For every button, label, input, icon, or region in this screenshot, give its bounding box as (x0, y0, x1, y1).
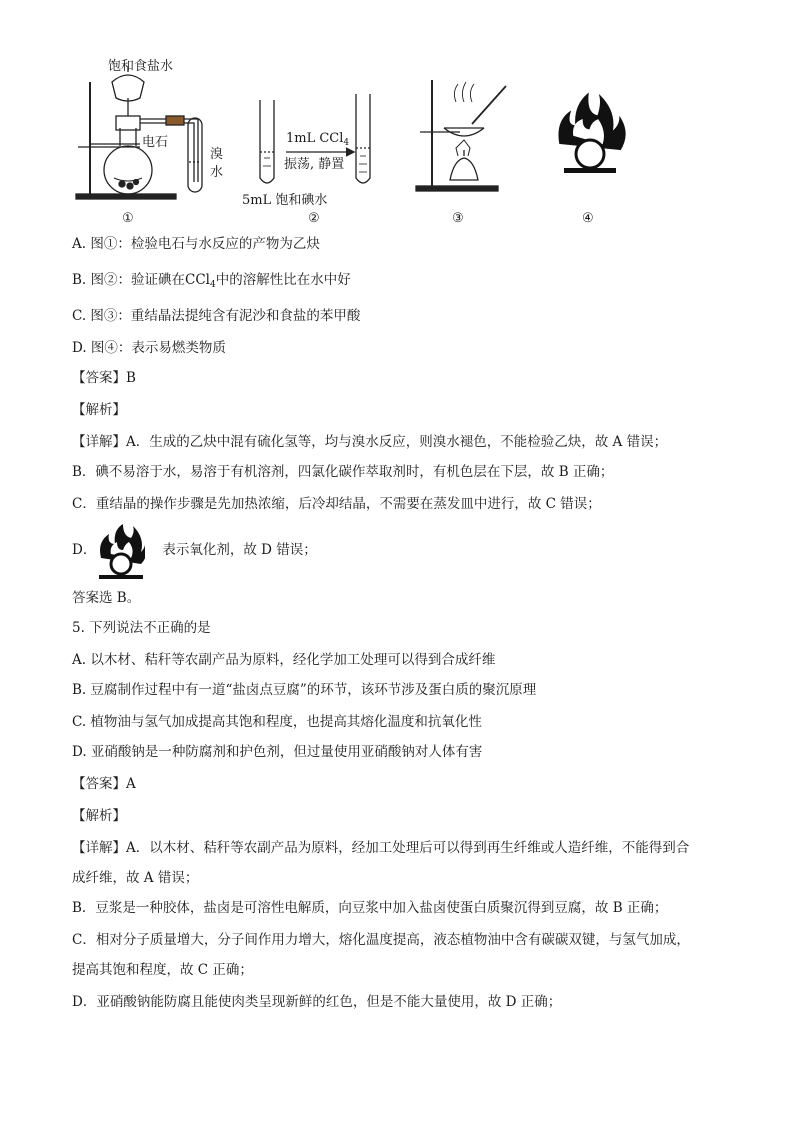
q5-option-b: B. 豆腐制作过程中有一道“盐卤点豆腐”的环节，该环节涉及蛋白质的聚沉原理 (72, 682, 537, 698)
experiment-figures (60, 52, 740, 232)
q5-option-d: D. 亚硝酸钠是一种防腐剂和护色剂，但过量使用亚硝酸钠对人体有害 (72, 744, 483, 760)
q4-analysis-heading: 【解析】 (72, 402, 126, 418)
q5-detail-a-line1: 【详解】A．以木材、秸秆等农副产品为原料，经加工处理后可以得到再生纤维或人造纤维，不能得到合 (72, 840, 690, 856)
label-iodine-water: 5mL 饱和碘水 (242, 193, 328, 208)
q5-question: 5. 下列说法不正确的是 (72, 620, 211, 636)
figure-number-4: ④ (582, 211, 594, 226)
q5-detail-b: B．豆浆是一种胶体，盐卤是可溶性电解质，向豆浆中加入盐卤使蛋白质聚沉得到豆腐，故 B 正确； (72, 900, 668, 916)
figure-number-2: ② (308, 211, 320, 226)
q5-answer: 【答案】A (72, 776, 136, 792)
q4-answer: 【答案】B (72, 370, 136, 386)
label-bromine-water-1: 溴 (210, 147, 224, 162)
q4-detail-c: C．重结晶的操作步骤是先加热浓缩，后冷却结晶，不需要在蒸发皿中进行，故 C 错误； (72, 496, 601, 512)
oxidizer-symbol-icon (95, 524, 145, 580)
q4-detail-b: B．碘不易溶于水，易溶于有机溶剂，四氯化碳作萃取剂时，有机色层在下层，故 B 正确； (72, 464, 614, 480)
q4-option-b: B. 图②：验证碘在CCl$_4$中的溶解性比在水中好 (72, 272, 351, 290)
q4-option-c: C. 图③：重结晶法提纯含有泥沙和食盐的苯甲酸 (72, 308, 361, 324)
figure4-flame-symbol (559, 94, 625, 173)
q4-detail-d: D． 表示氧化剂，故 D 错误； (72, 542, 317, 558)
q5-detail-a-line2: 成纤维，故 A 错误； (72, 870, 199, 886)
label-calcium-carbide: 电石 (142, 135, 169, 150)
q4-option-a: A. 图①：检验电石与水反应的产物为乙炔 (72, 236, 320, 252)
q5-option-a: A. 以木材、秸秆等农副产品为原料，经化学加工处理可以得到合成纤维 (72, 652, 496, 668)
q4-option-d: D. 图④：表示易燃类物质 (72, 340, 226, 356)
label-ccl4-volume: 1mL CCl$_4$ (286, 131, 350, 148)
q5-detail-d: D．亚硝酸钠能防腐且能使肉类呈现新鲜的红色，但是不能大量使用，故 D 正确； (72, 994, 562, 1010)
q5-detail-c-line2: 提高其饱和程度，故 C 正确； (72, 962, 253, 978)
q5-detail-c-line1: C．相对分子质量增大，分子间作用力增大，熔化温度提高，液态植物油中含有碳碳双键，与氢气加成， (72, 932, 690, 948)
label-saturated-brine: 饱和食盐水 (108, 59, 174, 74)
label-bromine-water-2: 水 (210, 165, 224, 180)
figure3-heating-apparatus (416, 80, 506, 191)
figure-number-1: ① (122, 211, 134, 226)
figure1-acetylene-apparatus (76, 66, 202, 199)
label-shake-settle: 振荡, 静置 (284, 157, 345, 172)
figure-number-3: ③ (452, 211, 464, 226)
q4-detail-a: 【详解】A．生成的乙炔中混有硫化氢等，均与溴水反应，则溴水褪色，不能检验乙炔，故 A 错误； (72, 434, 668, 450)
q5-option-c: C. 植物油与氢气加成提高其饱和程度，也提高其熔化温度和抗氧化性 (72, 714, 482, 730)
q4-final-answer: 答案选 B。 (72, 590, 141, 606)
q5-analysis-heading: 【解析】 (72, 808, 126, 824)
